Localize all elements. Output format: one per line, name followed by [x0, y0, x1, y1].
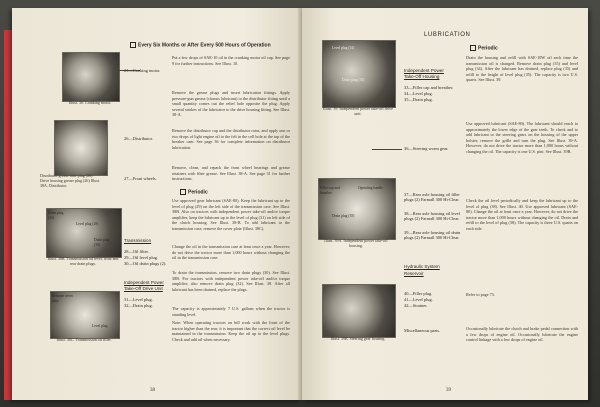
item-strainer: 42—Strainer. [404, 303, 428, 308]
checkbox-icon [470, 45, 476, 51]
label-drain-plug-39a: Drain plug (35) [332, 214, 355, 218]
subhead-hydraulic: Hydraulic System [404, 264, 440, 269]
para-change-oil: Change the oil in the transmission case at least once a year. However, do not drive the tractor more than 1,000 hours without changing the oil in the transmission case. [172, 244, 290, 261]
item-cooking-motor: 21—Cooking motor. [124, 68, 161, 73]
item-filler-cap: 33—Filler cap and breather. [404, 85, 454, 90]
caption-transmission-filler: Illust. 38C. Transmission oil filler. [56, 337, 112, 342]
right-periodic-header: Periodic [470, 45, 498, 51]
caption-ipto-drive: Illust. 39. Independent power take-off drive unit. [323, 106, 393, 116]
item-filler-plug: 40—Filler plug. [404, 291, 433, 296]
page-number-left: 38 [150, 388, 155, 393]
page-number-right: 39 [446, 388, 451, 393]
para-distributor: Remove the grease plugs and insert lubrication fittings. Apply pressure-gun grease (chassis lubricant) to the distributor fitting until a small quantity comes out the relief hole opposite the plug. Apply several strokes of the lubricator to the drive housing fitting. See Illust. 38-A. [172, 90, 290, 118]
book-edge [4, 30, 12, 400]
item-front-wheels: 27—Front wheels. [124, 176, 157, 181]
item-rear-axle-filler: 37—Rear axle housing oil filler plugs (2) Farmall 300 Hi-Clear. [404, 192, 460, 203]
para-capacity: The capacity is approximately 7 U.S. gallons when the tractor is standing level. [172, 306, 290, 317]
label-drain-plug-2: Drain plug (30) [94, 238, 110, 248]
label-filler-cap: Filler cap and breather [320, 186, 340, 196]
item-misc-parts: Miscellaneous parts. [404, 328, 441, 333]
para-note: Note: When operating tractors on hill work with the front of the tractor higher than the rear, it is important that the correct oil level be maintained in the transmission. Keep the oil up to the level plugs. Check and add oil when necessary. [172, 320, 290, 342]
caption-cranking-motor: Illust. 38. Cranking motor. [68, 100, 112, 105]
caption-steering-gear: Illust. 39B. Steering gear housing. [330, 336, 386, 341]
para-steering: Use approved lubricant (SAE-80). The lubricant should reach to approximately the lower edge of the gear teeth. To check and to add lubricant to the steering gears on the housing of the upper bolster, remove the grille and turn the plug. See Illust. 39-A. However, do not drive the tractor more than 1,000 hours without changing the oil. The capacity is one U.S. pint. See Illust. 39B. [466, 121, 578, 154]
item-drain-plug: 32—Drain plug. [124, 303, 153, 308]
item-oil-filter: 28—Oil filter. [124, 249, 149, 254]
para-distributor-2: Remove the distributor cap and the distributor rotor, and apply one or two drops of light engine oil to the felt in the cell hole at the top of the breaker cam. See page 36 for complete information on distributor lubrication. [172, 128, 290, 150]
illustration-steering-gear [322, 284, 396, 338]
left-page [12, 8, 302, 400]
checkbox-icon [130, 42, 136, 48]
para-cooking-motor: Put a few drops of SAE-10 oil in the cranking motor oil cup. See page 9 for further instructions. See Illust. 10. [172, 55, 290, 66]
subhead-ipto-housing: Independent Power Take-Off Housing [404, 68, 444, 79]
subhead-reservoir: Reservoir [404, 271, 424, 276]
para-refer: Refer to page 73. [466, 292, 495, 297]
label-drain-plug-1: Drain plug (30) [48, 211, 64, 221]
label-remove-cover: Remove cover plate [52, 294, 73, 304]
label-operating-handle: Operating handle [358, 186, 383, 190]
label-level-plug: Level plug (29) [76, 222, 99, 226]
item-level-plug-34: 34—Level plug. [404, 91, 433, 96]
item-level-plug-41: 41—Level plug. [404, 297, 433, 302]
label-level-plug-34: Level plug (34) [332, 46, 355, 50]
right-page [302, 8, 588, 400]
caption-ipto-housing: Illust. 39A. Independent power take-off housing. [324, 238, 388, 248]
left-periodic-header: Periodic [180, 189, 208, 195]
item-distributor: 26—Distributor. [124, 136, 153, 141]
item-oil-level-plug: 29—Oil level plug. [124, 255, 159, 260]
item-level-plug: 31—Level plug. [124, 297, 153, 302]
item-oil-drain-plugs: 30—Oil drain plugs (2). [124, 261, 167, 266]
para-periodic: Use approved gear lubricant (SAE-80). Keep the lubricant up to the level of plug (29) on the left side of the transmission case. See Illust. 38B. Also on tractors with independent power take-off and/or torque amplifier, keep the lubricant up to the level of plug (31) on left side of the clutch housing. See Illust. 38-B. To add lubricant to the transmission case, remove the cover plate (Illust. 38C). [172, 198, 290, 231]
para-rear-axle: Check the oil level periodically and keep the lubricant up to the level of plug (38). See Illust. 40. Use approved lubricant (SAE-80). Change the oil at least once a year. However, do not drive the tractor more than 1,000 hours without changing the oil. Drain and refill to the level of plug (38). The capacity is three U.S. quarts on each side. [466, 198, 578, 231]
caption-transmission: Illust. 38B. Transmission oil level, front and rear drain plugs. [47, 256, 119, 266]
para-drain: To drain the transmission, remove two drain plugs (30). See Illust. 38B. For tractors with independent power take-off and/or torque amplifier, also remove drain plug (32). See Illust. 38. After all lubricant has been drained, replace the plugs. [172, 270, 290, 292]
label-drain-plug-35: Drain plug (35) [342, 78, 365, 82]
page-title: LUBRICATION [424, 32, 471, 38]
item-drain-plug-35: 35—Drain plug. [404, 97, 433, 102]
para-misc: Occasionally lubricate the clutch and brake pedal connection with a few drops of engine oil. Occasionally lubricate the engine control linkage with a few drops of engine oil. [466, 326, 578, 343]
subhead-ipto-drive: Independent Power Take-Off Drive Unit [124, 280, 164, 291]
item-steering-worm: 36—Steering worm gear. [404, 146, 449, 151]
para-ipto-housing: Drain the housing and refill with SAE-10W oil each time the transmission oil is changed. Remove drain plug (35) and level plug (34). After the lubricant has drained, replace plug (35) and refill to the height of level plug (35). The capacity is two U.S. quarts. See Illust. 39. [466, 55, 578, 83]
para-front-wheels: Remove, clean, and repack the front wheel bearings and grease retainers with fiber grease. See Illust. 38-A. See page 31 for further instructions. [172, 165, 290, 182]
caption-distributor: Distributor grease tube plug (26) Drive housing grease plug (26) Illust. 38A. Distributor. [40, 173, 100, 188]
illustration-cranking-motor [62, 52, 120, 102]
left-section-header: Every Six Months or After Every 500 Hours of Operation [130, 42, 271, 48]
item-rear-axle-drain: 39—Rear axle housing oil drain plugs (2) Farmall 300 Hi-Clear. [404, 230, 461, 241]
item-rear-axle-level: 38—Rear axle housing oil level plugs (2) Farmall 300 Hi-Clear. [404, 211, 460, 222]
illustration-distributor [54, 120, 108, 176]
checkbox-icon [180, 189, 186, 195]
subhead-transmission: Transmission [124, 238, 152, 243]
label-level-plug-2: Level plug [92, 324, 108, 328]
